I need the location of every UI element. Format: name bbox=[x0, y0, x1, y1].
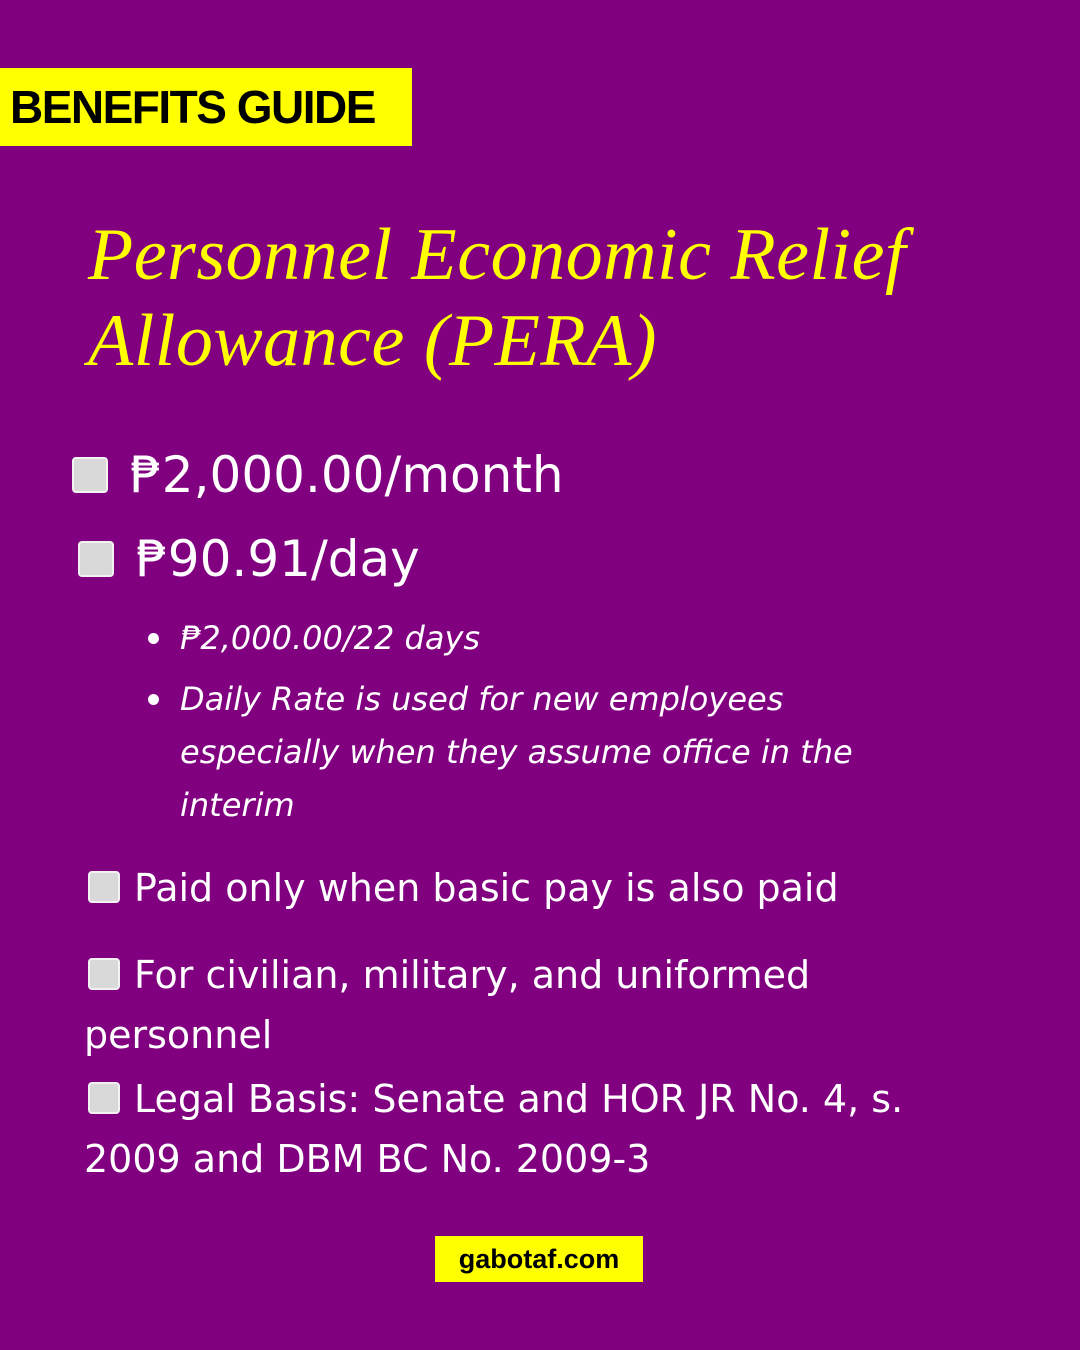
badge-label: BENEFITS GUIDE bbox=[10, 81, 375, 133]
website-badge bbox=[435, 1236, 643, 1282]
white-square-icon bbox=[88, 958, 120, 990]
monthly-rate-text: ₱2,000.00/month bbox=[130, 446, 564, 504]
title-line-2: Allowance (PERA) bbox=[88, 300, 657, 382]
note-text: ₱2,000.00/22 days bbox=[180, 619, 481, 657]
bullet-dot-icon bbox=[148, 694, 159, 705]
white-square-icon bbox=[88, 1082, 120, 1114]
daily-rate-notes bbox=[148, 612, 948, 840]
detail-legal-basis bbox=[84, 1069, 1004, 1189]
detail-text: Legal Basis: Senate and HOR JR No. 4, s. 2009 and DBM BC No. 2009-3 bbox=[84, 1077, 904, 1181]
list-item bbox=[148, 673, 948, 832]
page-title bbox=[88, 212, 1008, 384]
white-square-icon bbox=[72, 457, 108, 493]
detail-eligibility bbox=[84, 945, 1004, 1065]
bullet-dot-icon bbox=[148, 633, 159, 644]
benefits-guide-badge bbox=[0, 68, 412, 146]
daily-rate-item bbox=[78, 530, 420, 588]
website-link[interactable]: gabotaf.com bbox=[458, 1243, 620, 1274]
white-square-icon bbox=[78, 541, 114, 577]
white-square-icon bbox=[88, 871, 120, 903]
title-line-1: Personnel Economic Relief bbox=[88, 214, 907, 296]
daily-rate-text: ₱90.91/day bbox=[136, 530, 420, 588]
list-item bbox=[148, 612, 948, 665]
detail-paid-with-basic bbox=[84, 858, 1004, 918]
detail-text: For civilian, military, and uniformed personnel bbox=[84, 953, 811, 1057]
note-text: Daily Rate is used for new employees especially when they assume office in the interim bbox=[180, 680, 853, 824]
detail-text: Paid only when basic pay is also paid bbox=[134, 866, 839, 910]
monthly-rate-item bbox=[72, 446, 564, 504]
